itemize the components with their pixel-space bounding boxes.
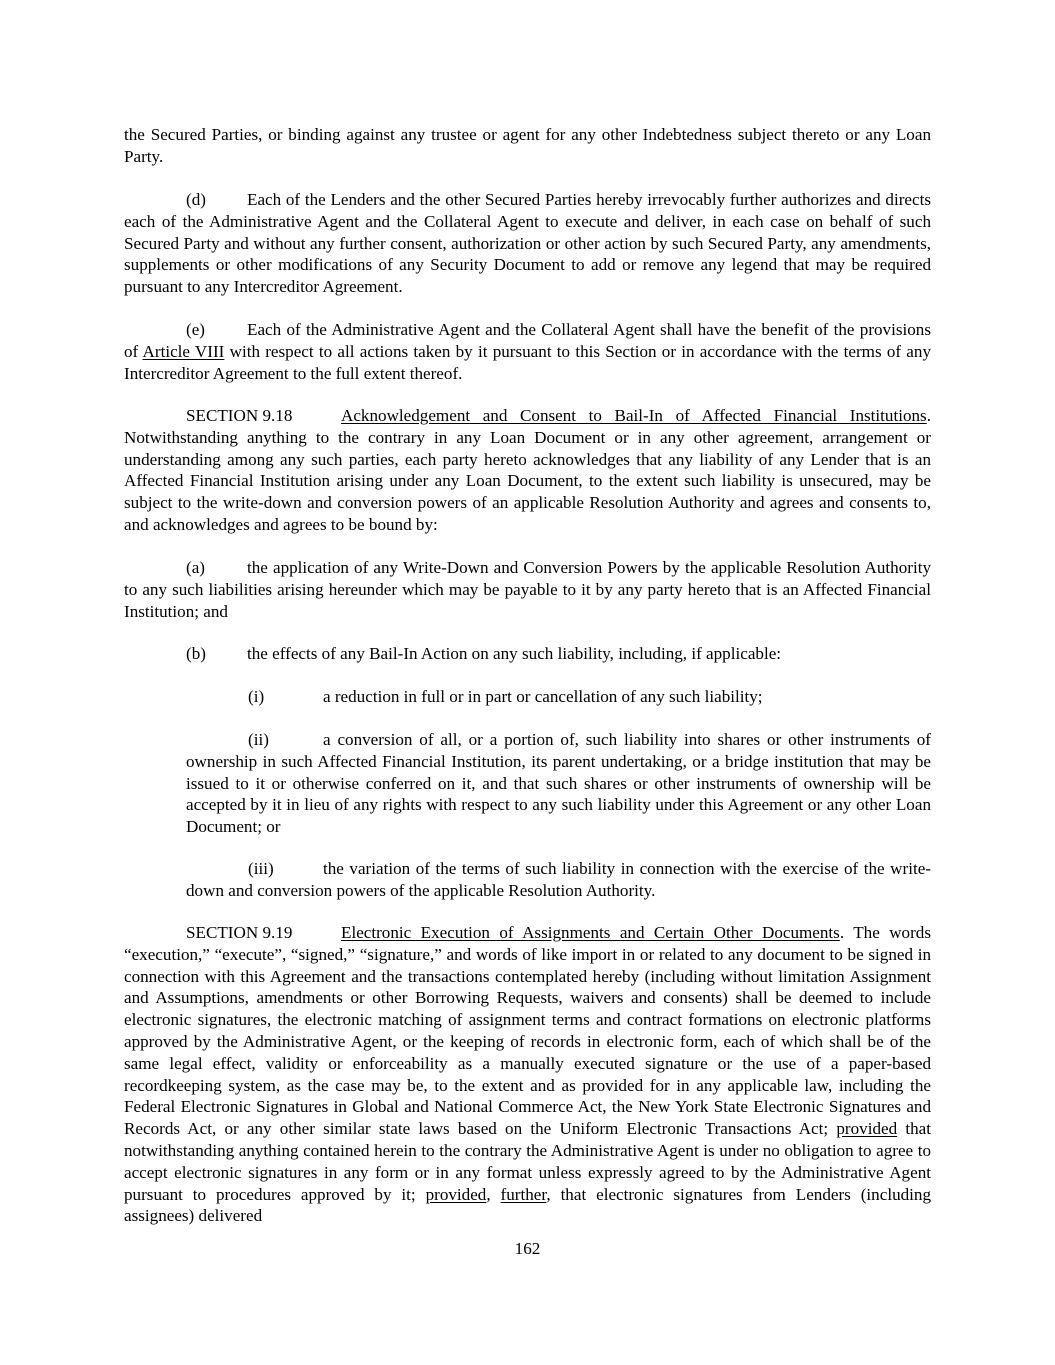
paragraph-label: (d) [186, 190, 206, 209]
provided-term: provided [836, 1119, 898, 1139]
section-number: SECTION 9.18 [186, 406, 293, 425]
item-a: (a) the application of any Write-Down and Conversion Powers by the applicable Resolution Authority to any such liabilities arising hereunder which may be payable to it by any party hereto that is an Affected Financial Institution; and [124, 558, 931, 621]
section-9-19: SECTION 9.19 Electronic Execution of Assignments and Certain Other Documents. The words “execution,” “execute”, “signed,” “signature,” and words of like import in or related to any document to be signed in connection with this Agreement and the transactions contemplated hereby (including without limitation Assignment and Assumptions, amendments or other Borrowing Requests, waivers and consents) shall be deemed to include electronic signatures, the electronic matching of assignment terms and contract formations on electronic platforms approved by the Administrative Agent, or the keeping of records in electronic form, each of which shall be of the same legal effect, validity or enforceability as a manually executed signature or the use of a paper-based recordkeeping system, as the case may be, to the extent and as provided for in any applicable law, including the Federal Electronic Signatures in Global and National Commerce Act, the New York State Electronic Signatures and Records Act, or any other similar state laws based on the Uniform Electronic Transactions Act; provided that notwithstanding anything contained herein to the contrary the Administrative Agent is under no obligation to agree to accept electronic signatures in any form or in any format unless expressly agreed to by the Administrative Agent pursuant to procedures approved by it; provided, further, that electronic signatures from Lenders (including assignees) delivered [124, 923, 931, 1226]
paragraph-label: (e) [186, 320, 205, 339]
item-ii: (ii) a conversion of all, or a portion of, such liability into shares or other instruments of ownership in such Affected Financial Institution, its parent undertaking, or a bridge institution that may be issued to it or otherwise conferred on it, and that such shares or other instruments of ownership will be accepted by it in lieu of any rights with respect to any such liability under this Agreement or any other Loan Document; or [186, 730, 931, 837]
item-i: (i) a reduction in full or in part or cancellation of any such liability; [248, 687, 763, 706]
section-heading: Acknowledgement and Consent to Bail-In of Affected Financial Institutions [341, 406, 927, 425]
section-9-18: SECTION 9.18 Acknowledgement and Consent to Bail-In of Affected Financial Institutions. Notwithstanding anything to the contrary in any Loan Document or in any other agreement, arrangement or understanding among any such parties, each party hereto acknowledges that any liability of any Lender that is an Affected Financial Institution arising under any Loan Document, to the extent such liability is unsecured, may be subject to the write-down and conversion powers of an applicable Resolution Authority and agrees and consents to, and acknowledges and agrees to be bound by: [124, 406, 931, 534]
further-term: further [500, 1184, 547, 1204]
item-label: (iii) [248, 859, 274, 878]
page-number: 162 [514, 1239, 541, 1258]
section-heading: Electronic Execution of Assignments and Certain Other Documents [341, 923, 840, 942]
item-label: (a) [186, 558, 205, 577]
item-b: (b) the effects of any Bail-In Action on any such liability, including, if applicable: [186, 644, 782, 663]
paragraph-d [124, 189, 931, 298]
item-label: (ii) [248, 730, 269, 749]
section-number: SECTION 9.19 [186, 923, 293, 942]
paragraph-text: Each of the Lenders and the other Secured Parties hereby irrevocably further authorizes and directs each of the Administrative Agent and the Collateral Agent to execute and deliver, in each case on behalf of such Secured Party and without any further consent, authorization or other action by such Secured Party, any amendments, supplements or other modifications of any Security Document to add or remove any legend that may be required pursuant to any Intercreditor Agreement. [124, 190, 931, 297]
provided-term: provided [425, 1184, 487, 1204]
article-viii-reference: Article VIII [142, 341, 225, 361]
item-label: (b) [186, 644, 206, 663]
item-label: (i) [248, 687, 265, 706]
item-iii: (iii) the variation of the terms of such liability in connection with the exercise of the write-down and conversion powers of the applicable Resolution Authority. [186, 859, 931, 900]
paragraph-e: (e) Each of the Administrative Agent and the Collateral Agent shall have the benefit of the provisions of Article VIII with respect to all actions taken by it pursuant to this Section or in accordance with the terms of any Intercreditor Agreement to the full extent thereof. [124, 320, 931, 383]
continuation-paragraph: the Secured Parties, or binding against any trustee or agent for any other Indebtedness subject thereto or any Loan Party. [124, 125, 931, 166]
